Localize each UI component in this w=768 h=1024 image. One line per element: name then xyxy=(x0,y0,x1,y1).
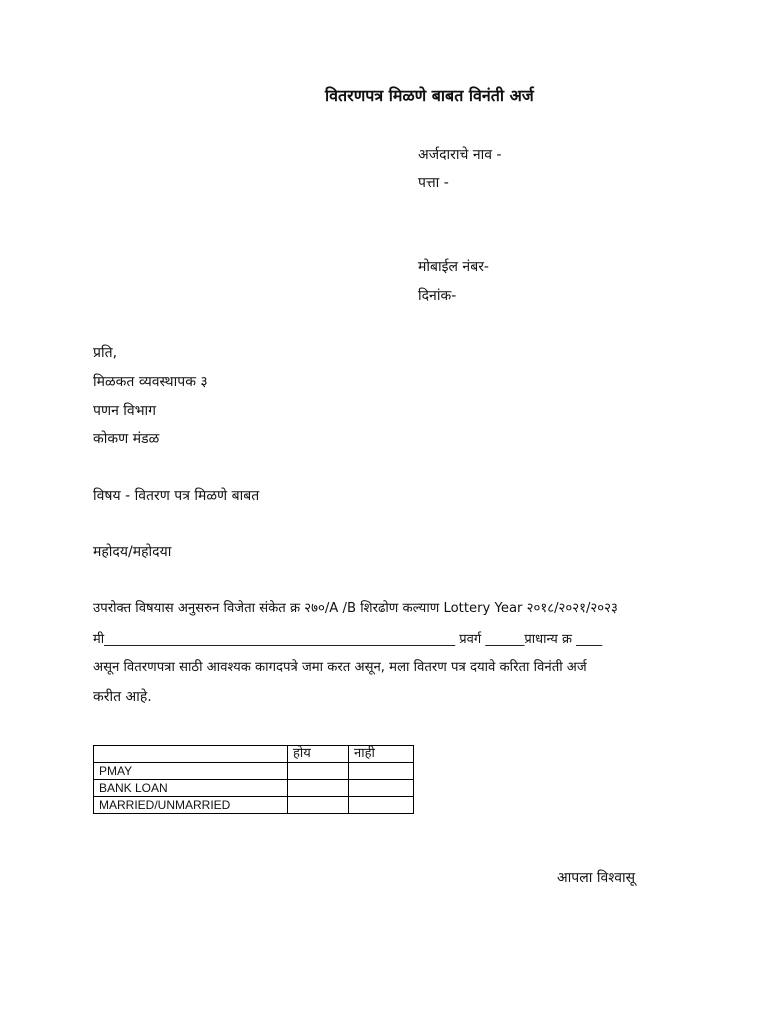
table-row xyxy=(94,797,414,814)
body-line-1: उपरोक्त विषयास अनुसरुन विजेता संकेत क्र २७०/A /B शिरढोण कल्याण Lottery Year २०१८/२०२१/२०२३ xyxy=(93,601,618,616)
applicant-date-label: दिनांक- xyxy=(418,288,457,304)
row-label-bank-loan: BANK LOAN xyxy=(94,780,288,797)
table-header-row xyxy=(94,746,414,763)
recipient-line-2: पणन विभाग xyxy=(93,403,157,419)
body-line-2: मी______________________________________________________ प्रवर्ग ______प्राधान्य क्र ____ xyxy=(93,632,603,647)
cell-bank-loan-no[interactable] xyxy=(349,780,414,797)
cell-pmay-no[interactable] xyxy=(349,763,414,780)
applicant-name-label: अर्जदाराचे नाव - xyxy=(418,147,502,163)
body-line-4: करीत आहे. xyxy=(93,689,152,705)
applicant-mobile-label: मोबाईल नंबर- xyxy=(418,259,489,275)
document-title: वितरणपत्र मिळणे बाबत विनंती अर्ज xyxy=(325,86,534,105)
body-line-3: असून वितरणपत्रा साठी आवश्यक कागदपत्रे जमा करत असून, मला वितरण पत्र दयावे करिता विनंती अर्ज xyxy=(93,660,587,675)
cell-bank-loan-yes[interactable] xyxy=(288,780,349,797)
closing-signature: आपला विश्वासू xyxy=(557,870,636,886)
table-header-no: नाही xyxy=(349,746,414,763)
table-row xyxy=(94,780,414,797)
recipient-prati: प्रति, xyxy=(93,345,118,361)
table-header-empty xyxy=(94,746,288,763)
row-label-pmay: PMAY xyxy=(94,763,288,780)
cell-married-no[interactable] xyxy=(349,797,414,814)
recipient-line-3: कोकण मंडळ xyxy=(93,431,160,447)
cell-pmay-yes[interactable] xyxy=(288,763,349,780)
cell-married-yes[interactable] xyxy=(288,797,349,814)
table-header-yes: होय xyxy=(288,746,349,763)
row-label-married-unmarried: MARRIED/UNMARRIED xyxy=(94,797,288,814)
salutation: महोदय/महोदया xyxy=(93,544,172,560)
recipient-line-1: मिळकत व्यवस्थापक ३ xyxy=(93,374,208,390)
subject-line: विषय - वितरण पत्र मिळणे बाबत xyxy=(93,488,260,504)
checklist-table xyxy=(93,745,414,814)
table-row xyxy=(94,763,414,780)
applicant-address-label: पत्ता - xyxy=(418,175,449,191)
